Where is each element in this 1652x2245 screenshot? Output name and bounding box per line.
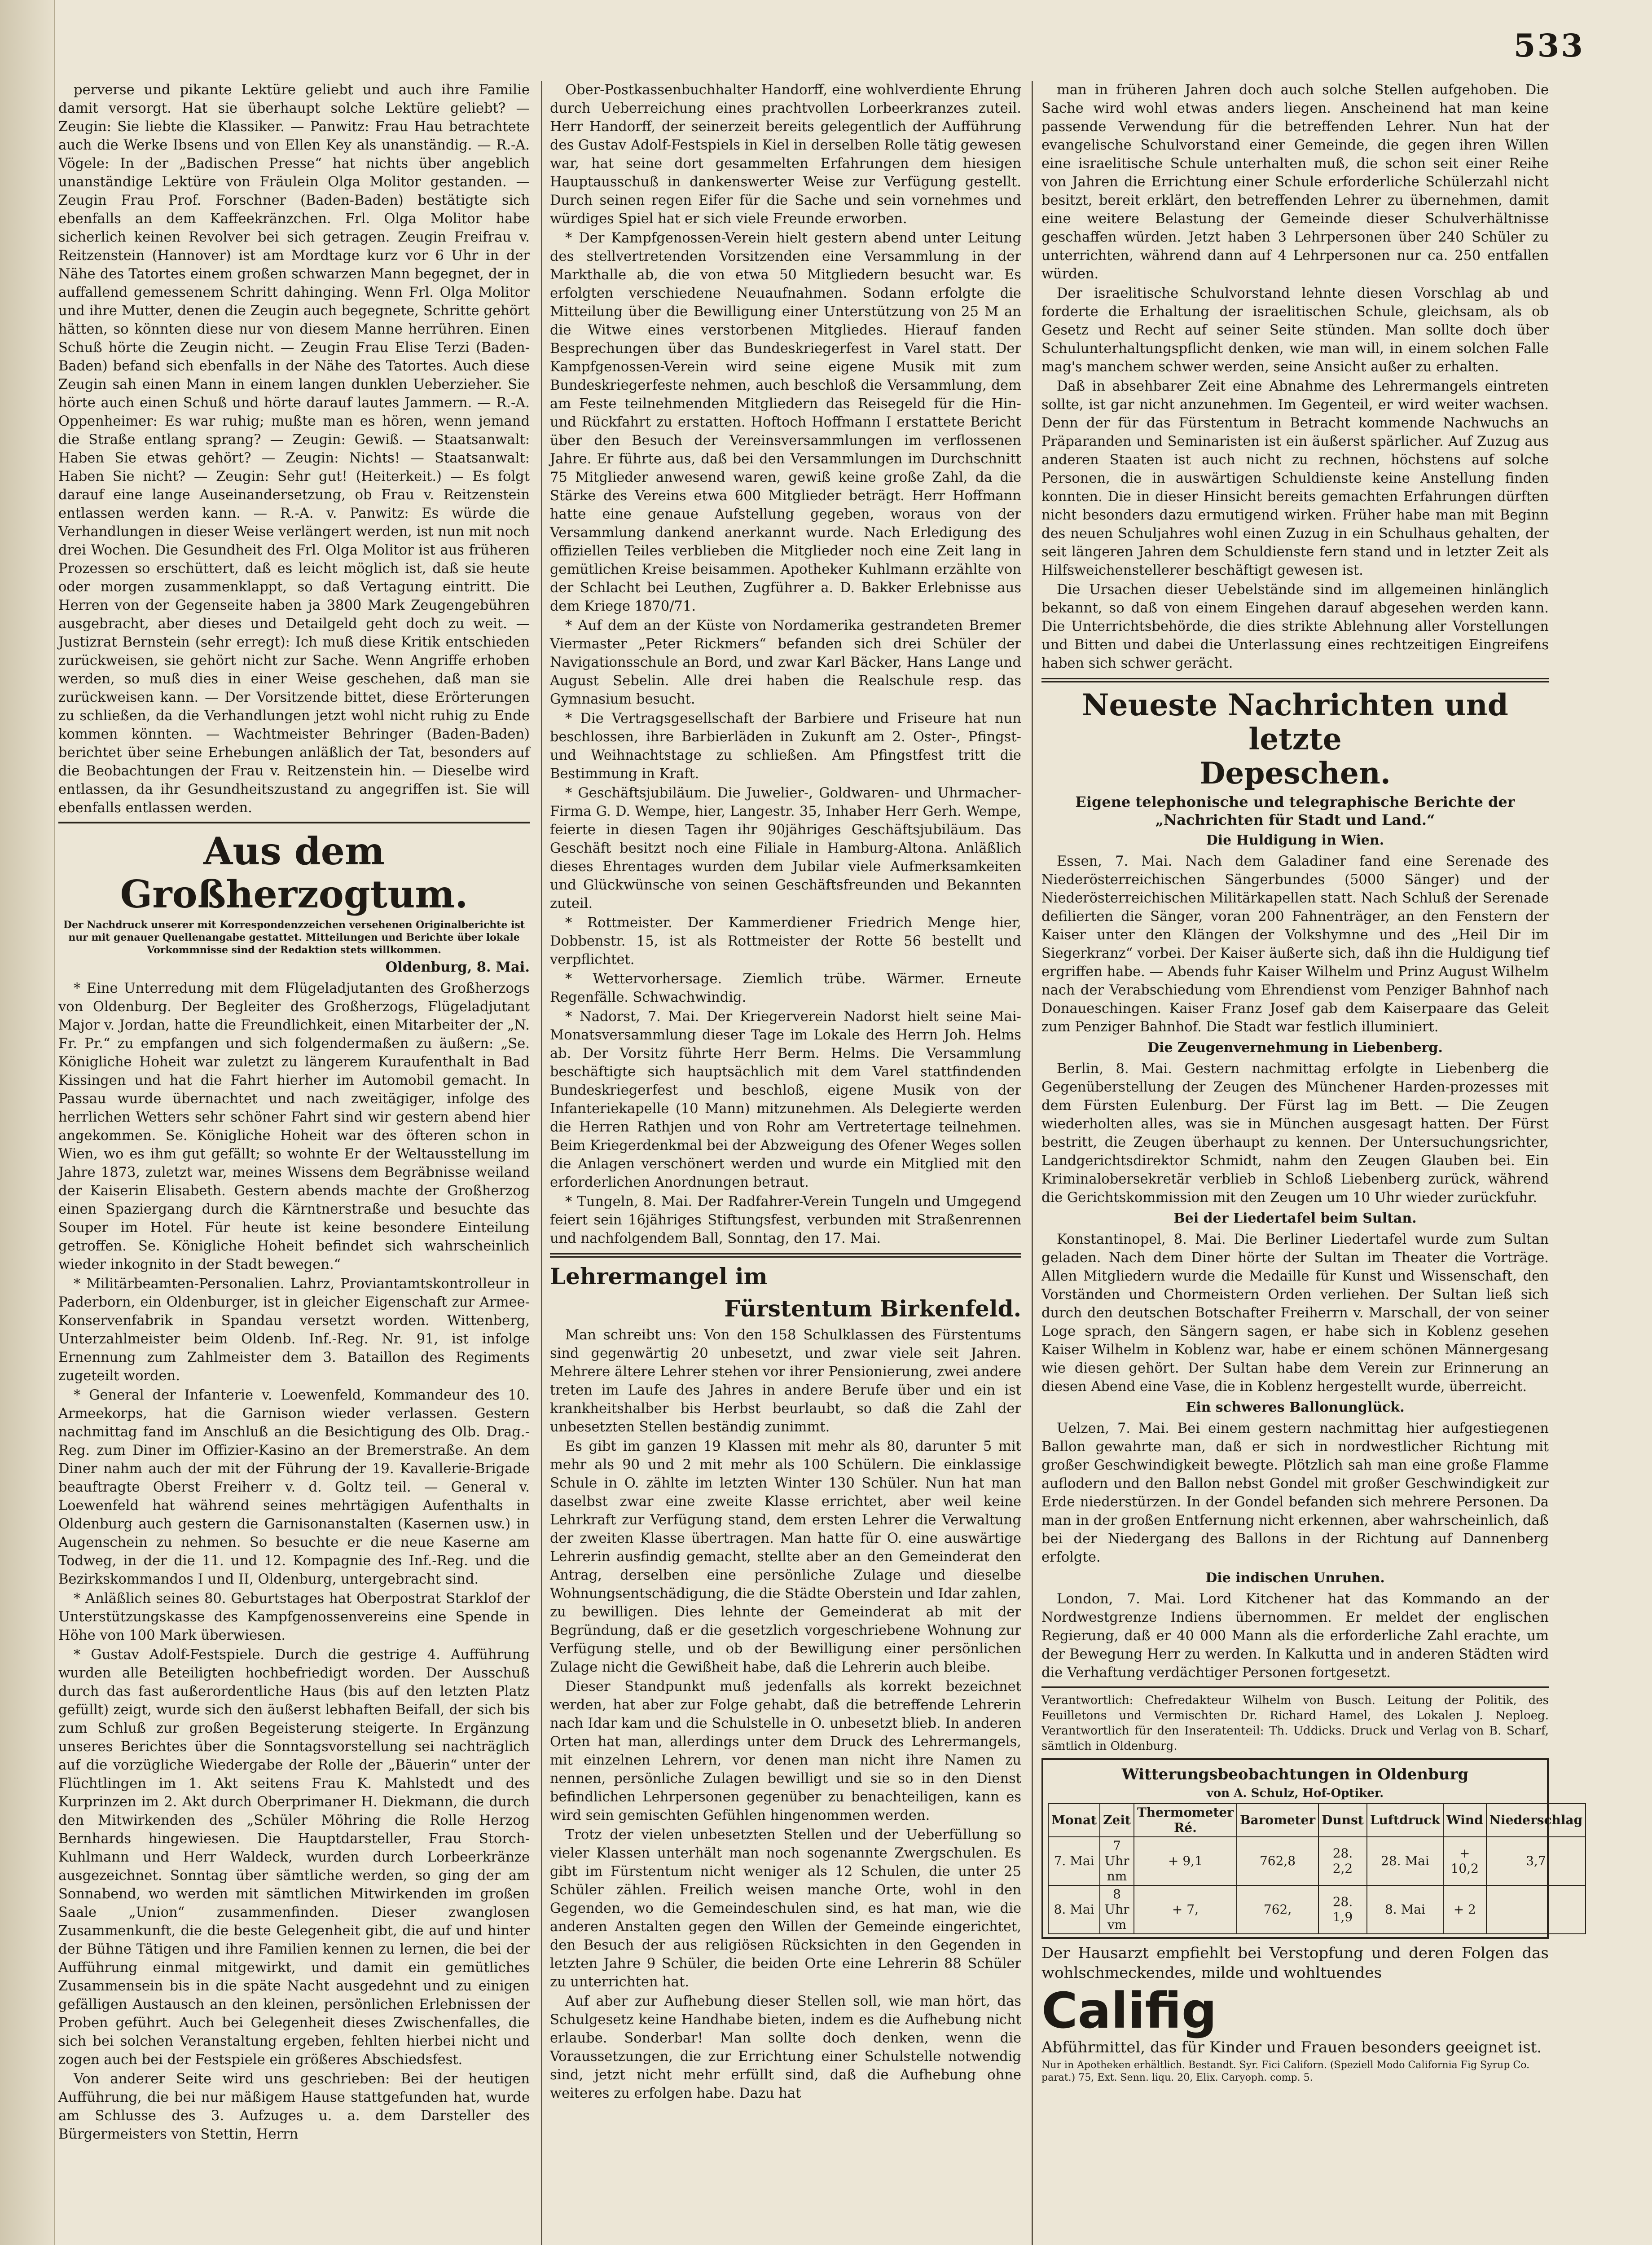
news-item-text: Konstantinopel, 8. Mai. Die Berliner Liedertafel wurde zum Sultan geladen. Nach dem Diner hörte der Sultan im Theater die Vorträge. Allen Mitgliedern wurde die Medaille für Kunst und Wissenschaft, den Vorständen und Chormeistern Orden verliehen. Der Sultan ließ sich durch den deutschen Botschafter Freiherrn v. Marschall, der von seiner Loge sprach, den Sängern sagen, er habe sich in Koblenz gesehen Kaiser Wilhelm in Koblenz war, habe er einem schönen Männergesang wie diesen gehört. Der Sultan habe dem Verein zur Erinnerung an diesen Abend eine Vase, die in Koblenz hergestellt wurde, überreicht.	[1041, 1232, 1549, 1395]
article-title-line-1: Lehrermangel im	[550, 1263, 768, 1290]
news-subtitle: Eigene telephonische und telegraphische Berichte der „Nachrichten für Stadt und Land.“	[1075, 793, 1515, 828]
section-title: Aus dem Großherzogtum.	[120, 829, 468, 916]
paragraph: Der israelitische Schulvorstand lehnte diesen Vorschlag ab und forderte die Erhaltung der israelitischen Schule, gleichsam, als ob Gesetz und Recht auf seiner Seite stünden. Man sollte doch über Schulunterhaltungspflicht denken, wie man will, in einem solchen Falle mag's manchem schwer werden, seine Ansicht außer zu erhalten.	[1041, 286, 1549, 375]
column-1	[58, 81, 530, 2245]
paragraph: * Wettervorhersage. Ziemlich trübe. Wärmer. Erneute Regenfälle. Schwachwindig.	[550, 971, 1021, 1005]
weather-header: Barometer	[1237, 1804, 1318, 1837]
weather-title: Witterungsbeobachtungen in Oldenburg	[1121, 1765, 1469, 1783]
imprint-rule	[1041, 1686, 1549, 1688]
paragraph: * Die Vertragsgesellschaft der Barbiere und Friseure hat nun beschlossen, ihre Barbierläden in Zukunft am 2. Oster-, Pfingst- und Weihnachtstage zu schließen. Am Pfingstfest tritt die Bestimmung in Kraft.	[550, 711, 1021, 782]
weather-box	[1041, 1758, 1583, 1939]
news-item-text: Uelzen, 7. Mai. Bei einem gestern nachmittag hier aufgestiegenen Ballon gewahrte man, daß er sich in nordwestlicher Richtung mit großer Geschwindigkeit bewegte. Plötzlich sah man eine große Flamme auflodern und den Ballon nebst Gondel mit großer Geschwindigkeit zur Erde niederstürzen. In der Gondel befanden sich mehrere Personen. Da man in der großen Entfernung nicht erkennen, aber wahrscheinlich, daß bei der Niedergang des Ballons in der Richtung auf Dannenberg erfolgte.	[1041, 1421, 1549, 1565]
weather-cell: 28. Mai	[1367, 1837, 1443, 1885]
weather-cell: 28. 2,2	[1318, 1837, 1367, 1885]
trial-report: perverse und pikante Lektüre geliebt und auch ihre Familie damit versorgt. Hat sie überhaupt solche Lektüre geliebt? — Zeugin: Sie liebte die Klassiker. — Panwitz: Frau Hau betrachtete auch die Werke Ibsens und von Ellen Key als unanständig. — R.-A. Vögele: In der „Badischen Presse“ hat nichts über angeblich unanständige Lektüre von Fräulein Olga Molitor gestanden. — Zeugin Frau Prof. Forschner (Baden-Baden) bestätigte sich ebenfalls an dem Kaffeekränzchen. Frl. Olga Molitor habe sicherlich keinen Revolver bei sich getragen. Zeugin Freifrau v. Reitzenstein (Hannover) ist am Mordtage kurz vor 6 Uhr in der Nähe des Tatortes einem großen schwarzen Mann begegnet, der in auffallend gemessenem Schritt dahinging. Wenn Frl. Olga Molitor und ihre Mutter, denen die Zeugin auch begegnete, Schritte gehört hätten, so könnten diese nur von diesem Manne herrühren. Einen Schuß hörte die Zeugin nicht. — Zeugin Frau Elise Terzi (Baden-Baden) befand sich ebenfalls in der Nähe des Tatortes. Auch diese Zeugin sah einen Mann in einem langen dunklen Ueberzieher. Sie hörte auch einen Schuß und hörte darauf lautes Jammern. — R.-A. Oppenheimer: Es war ruhig; mußte man es hören, wenn jemand die Straße entlang sprang? — Zeugin: Gewiß. — Staatsanwalt: Haben Sie etwas gehört? — Zeugin: Nichts! — Staatsanwalt: Haben Sie nicht? — Zeugin: Sehr gut! (Heiterkeit.) — Es folgt darauf eine lange Auseinandersetzung, ob Frau v. Reitzenstein entlassen werden kann. — R.-A. v. Panwitz: Es würde die Verhandlungen in dieser Weise verlängert werden, ist nun mit noch drei Wochen. Die Gesundheit des Frl. Olga Molitor ist aus früheren Prozessen so erschüttert, daß es leicht möglich ist, daß sie heute oder morgen zusammenklappt, so daß Vertagung eintritt. Die Herren von der Gegenseite haben ja 3800 Mark Zeugengebühren ausgebracht, aber dieses und Detailgeld geht doch zu weit. — Justizrat Bernstein (sehr erregt): Ich muß diese Kritik entschieden zurückweisen, sie gehört nicht zur Sache. Wenn Angriffe erhoben werden, so muß dies in einer Weise geschehen, daß man sie zurückweisen kann. — Der Vorsitzende bittet, diese Erörterungen zu schließen, da die Verhandlungen jetzt wohl nicht ruhig zu Ende kommen könnten. — Wachtmeister Behringer (Baden-Baden) berichtet über seine Erhebungen anläßlich der Tat, besonders auf die Beobachtungen der Frau v. Reitzenstein hin. — Dieselbe wird entlassen, da ihr Gesundheitszustand zu angegriffen ist. Sie will ebenfalls entlassen werden.	[58, 82, 530, 816]
paragraph: Dieser Standpunkt muß jedenfalls als korrekt bezeichnet werden, hat aber zur Folge gehabt, daß die betreffende Lehrerin nach Idar kam und die Schulstelle in O. unbesetzt blieb. In anderen Orten hat man, allerdings unter dem Druck des Lehrermangels, mit einzelnen Lehrern, vor denen man nicht ihre Namen zu nennen, persönliche Zulagen bewilligt und sie so in den Dienst befindlichen Lehrpersonen gegenüber zu benachteiligen, kann es wird sein gemischten Gefühlen hingenommen werden.	[550, 1679, 1021, 1823]
paragraph: Es gibt im ganzen 19 Klassen mit mehr als 80, darunter 5 mit mehr als 90 und 2 mit mehr als 100 Schülern. Die einklassige Schule in O. zählte im letzten Winter 130 Schüler. Nun hat man daselbst zwar eine zweite Klasse errichtet, aber weil keine Lehrkraft zur Verfügung stand, dem ersten Lehrer die Verwaltung der zweiten Klasse übertragen. Man hatte für O. eine auswärtige Lehrerin ausfindig gemacht, stellte aber an den Gemeinderat den Antrag, derselben eine persönliche Zulage und dieselbe Wohnungsentschädigung, die die Städte Oberstein und Idar zahlen, zu bewilligen. Dies lehnte der Gemeinderat ab mit der Begründung, daß er die gesetzlich vorgeschriebene Wohnung zur Verfügung stelle, und ob der Bewilligung einer persönlichen Zulage nicht die Gewißheit habe, daß die Lehrerin auch bleibe.	[550, 1439, 1021, 1675]
weather-cell: + 10,2	[1443, 1837, 1486, 1885]
weather-cell: 3,7	[1486, 1837, 1586, 1885]
ad-text: Abführmittel, das für Kinder und Frauen besonders geeignet ist.	[1041, 2038, 1542, 2056]
news-rule	[1041, 678, 1549, 682]
weather-cell: 8. Mai	[1048, 1885, 1100, 1934]
weather-cell: + 2	[1443, 1885, 1486, 1934]
news-item-head: Ein schweres Ballonunglück.	[1186, 1400, 1405, 1415]
paragraph: Man schreibt uns: Von den 158 Schulklassen des Fürstentums sind gegenwärtig 20 unbesetzt, und zwar viele seit Jahren. Mehrere ältere Lehrer stehen vor ihrer Pensionierung, zwei andere treten im Laufe des Jahres in andere Berufe über und ein ist krankheitshalber bis Herbst beurlaubt, so daß die Zahl der unbesetzten Stellen beständig zunimmt.	[550, 1327, 1021, 1435]
news-item-head: Die indischen Unruhen.	[1205, 1570, 1385, 1586]
weather-cell: 7. Mai	[1048, 1837, 1100, 1885]
page-number: 533	[1513, 27, 1585, 64]
weather-header: Zeit	[1100, 1804, 1134, 1837]
weather-cell: 762,8	[1237, 1837, 1318, 1885]
ad-fine-print: Nur in Apotheken erhältlich. Bestandt. Syr. Fici Californ. (Speziell Modo California Fig Syrup Co. parat.) 75, Ext. Senn. liqu. 20, Elix. Caryoph. comp. 5.	[1041, 2060, 1530, 2083]
ad-lead: Der Hausarzt empfiehlt bei Verstopfung und deren Folgen das wohlschmeckendes, milde und wohltuendes	[1041, 1944, 1549, 1982]
ad-title: Califig	[1041, 1982, 1217, 2039]
news-item-text: Berlin, 8. Mai. Gestern nachmittag erfolgte in Liebenberg die Gegenüberstellung der Zeugen des Münchener Harden-prozesses mit dem Fürsten Eulenburg. Der Fürst lag im Bett. — Die Zeugen wiederholten alles, was sie in München ausgesagt hatten. Der Fürst bestritt, die Zeugen überhaupt zu kennen. Der Untersuchungsrichter, Landgerichtsdirektor Schmidt, nahm den Zeugen Glauben bei. Ein Kriminalobersekretär verblieb in Schloß Liebenberg zurück, während die Gerichtskommission mit den Zeugen um 10 Uhr wieder zurückfuhr.	[1041, 1061, 1549, 1206]
paragraph: Von anderer Seite wird uns geschrieben: Bei der heutigen Aufführung, die bei nur mäßigem Hause stattgefunden hat, wurde am Schlusse des 3. Aufzuges u. a. dem Darsteller des Bürgermeisters von Stettin, Herrn	[58, 2071, 530, 2142]
news-title-line-1: Neueste Nachrichten und letzte	[1082, 687, 1508, 757]
news-item-head: Die Zeugenvernehmung in Liebenberg.	[1147, 1040, 1443, 1056]
weather-header: Niederschlag	[1486, 1804, 1586, 1837]
paragraph: * Tungeln, 8. Mai. Der Radfahrer-Verein Tungeln und Umgegend feiert sein 16jähriges Stiftungsfest, verbunden mit Straßenrennen und nachfolgendem Ball, Sonntag, den 17. Mai.	[550, 1194, 1021, 1246]
weather-subtitle: von A. Schulz, Hof-Optiker.	[1206, 1787, 1384, 1800]
weather-header: Luftdruck	[1367, 1804, 1443, 1837]
column-2	[550, 81, 1021, 2245]
paragraph: man in früheren Jahren doch auch solche Stellen aufgehoben. Die Sache wird wohl etwas anders liegen. Anscheinend hat man keine passende Verwendung für die betreffenden Lehrer. Nun hat der evangelische Schulvorstand einer Gemeinde, die gegen ihren Willen eine israelitische Schule unterhalten muß, die schon seit einer Reihe von Jahren die Errichtung einer Schule erforderliche Schülerzahl nicht besitzt, bereit erklärt, den betreffenden Lehrer zu übernehmen, damit eine weitere Belastung der Gemeinde dieser Schulverhältnisse geschaffen würden. Jetzt haben 3 Lehrpersonen über 240 Schüler zu unterrichten, während dann auf 4 Lehrpersonen nur ca. 250 entfallen würden.	[1041, 82, 1549, 282]
weather-cell: + 9,1	[1134, 1837, 1237, 1885]
paragraph: * Nadorst, 7. Mai. Der Kriegerverein Nadorst hielt seine Mai-Monatsversammlung dieser Tage im Lokale des Herrn Joh. Helms ab. Der Vorsitz führte Herr Berm. Helms. Die Versammlung beschäftigte sich hauptsächlich mit dem Varel stattfindenden Bundeskriegerfest und beschloß, eigene Musik von der Infanteriekapelle (10 Mann) mitzunehmen. Als Delegierte werden die Herren Rathjen und von Rohr am Vertretertage teilnehmen. Beim Kriegerdenkmal bei der Abzweigung des Ofener Weges sollen die Anlagen verschönert werden und wurde ein Mitglied mit den erforderlichen Anordnungen betraut.	[550, 1009, 1021, 1190]
paragraph: * General der Infanterie v. Loewenfeld, Kommandeur des 10. Armeekorps, hat die Garnison wieder verlassen. Gestern nachmittag fand im Anschluß an die Besichtigung des Olb. Drag.-Reg. zum Diner im Offizier-Kasino an der Bremerstraße. An dem Diner nahm auch der mit der Führung der 19. Kavallerie-Brigade beauftragte Oberst Freiherr v. d. Goltz teil. — General v. Loewenfeld hat während seines mehrtägigen Aufenthalts in Oldenburg auch gestern die Garnisonanstalten (Kasernen usw.) in Augenschein zu nehmen. So besuchte er die neue Kaserne am Todweg, in der die 11. und 12. Kompagnie des Inf.-Reg. und die Bezirkskommandos I und II, Oldenburg, untergebracht sind.	[58, 1387, 530, 1587]
column-3	[1041, 81, 1583, 2245]
weather-cell: + 7,	[1134, 1885, 1237, 1934]
weather-row	[1048, 1885, 1586, 1934]
column-rule	[1032, 81, 1033, 2245]
news-items	[1041, 832, 1549, 1682]
weather-cell: 28. 1,9	[1318, 1885, 1367, 1934]
weather-header: Monat	[1048, 1804, 1100, 1837]
section-rule	[58, 822, 530, 823]
news-item-text: London, 7. Mai. Lord Kitchener hat das Kommando an der Nordwestgrenze Indiens übernommen. Er meldet der englischen Regierung, daß er 40 000 Mann als die erforderliche Zahl erachte, um der Bewegung Herr zu werden. In Kalkutta und in anderen Städten wird die Verhaftung verdächtiger Personen fortgesetzt.	[1041, 1591, 1549, 1681]
weather-header: Wind	[1443, 1804, 1486, 1837]
paragraph: * Anläßlich seines 80. Geburtstages hat Oberpostrat Starklof der Unterstützungskasse des Kampfgenossenvereins eine Spende in Höhe von 100 Mark überwiesen.	[58, 1591, 530, 1643]
article-title-line-2: Fürstentum Birkenfeld.	[724, 1295, 1021, 1322]
califig-ad	[1041, 1943, 1549, 2084]
weather-cell: 762,	[1237, 1885, 1318, 1934]
article-continued	[1041, 81, 1549, 673]
weather-cell: 8. Mai	[1367, 1885, 1443, 1934]
weather-header: Dunst	[1318, 1804, 1367, 1837]
article-rule	[550, 1253, 1021, 1258]
news-title-line-2: Depeschen.	[1199, 756, 1391, 791]
binding-edge	[0, 0, 55, 2245]
imprint: Verantwortlich: Chefredakteur Wilhelm von Busch. Leitung der Politik, des Feuilletons und Vermischten Dr. Richard Hamel, des Lokalen J. Neploeg. Verantwortlich für den Inseratenteil: Th. Uddicks. Druck und Verlag von B. Scharf, sämtlich in Oldenburg.	[1041, 1694, 1549, 1753]
paragraph: Die Ursachen dieser Uebelstände sind im allgemeinen hinlänglich bekannt, so daß von einem Eingehen darauf abgesehen werden kann. Die Unterrichtsbehörde, die dies strikte Ablehnung aller Vorstellungen und Bitten und dabei die Unterlassung eines rechtzeitigen Eingreifens haben sich schwer gerächt.	[1041, 582, 1549, 671]
weather-cell	[1486, 1885, 1586, 1934]
weather-row	[1048, 1837, 1586, 1885]
paragraph: * Eine Unterredung mit dem Flügeladjutanten des Großherzogs von Oldenburg. Der Begleiter des Großherzogs, Flügeladjutant Major v. Jordan, hatte die Freundlichkeit, einen Mitarbeiter der „N. Fr. Pr.“ zu empfangen und sich folgendermaßen zu äußern: „Se. Königliche Hoheit war zuletzt zu längerem Kuraufenthalt in Bad Kissingen und hat die Fahrt hierher im Automobil gemacht. In Passau wurde übernachtet und nach zweitägiger, infolge des herrlichen Wetters sehr schöner Fahrt sind wir gestern abend hier angekommen. Se. Königliche Hoheit war des öfteren schon in Wien, wo es ihm gut gefällt; so wohnte Er der Weltausstellung im Jahre 1873, zuletzt war, meines Wissens dem Begräbnisse weiland der Kaiserin Elisabeth. Gestern abends machte der Großherzog einen Spaziergang durch die Kärntnerstraße und besuchte das Souper im Hotel. Für heute ist keine besondere Einteilung getroffen. Se. Königliche Hoheit befindet sich wahrscheinlich wieder inkognito in der Stadt bewegen.“	[58, 981, 530, 1272]
paragraph: * Der Kampfgenossen-Verein hielt gestern abend unter Leitung des stellvertretenden Vorsitzenden eine Versammlung in der Markthalle ab, die von etwa 50 Mitgliedern besucht war. Es erfolgten verschiedene Neuaufnahmen. Sodann erfolgte die Mitteilung über die Bewilligung einer Unterstützung von 25 M an die Witwe eines verstorbenen Mitgliedes. Hierauf fanden Besprechungen über das Bundeskriegerfest in Varel statt. Der Kampfgenossen-Verein wird seine eigene Musik mit zum Bundeskriegerfeste nehmen, auch beschloß die Versammlung, dem am Feste teilnehmenden Mitgliedern das Reisegeld für die Hin- und Rückfahrt zu erstatten. Hoftoch Hoffmann I erstattete Bericht über den Besuch der Vereinsversammlungen im verflossenen Jahre. Er führte aus, daß bei den Versammlungen im Durchschnitt 75 Mitglieder anwesend waren, gewiß keine große Zahl, da die Stärke des Vereins etwa 600 Mitglieder beträgt. Herr Hoffmann hatte eine genaue Aufstellung gegeben, woraus von der Versammlung dankend anerkannt wurde. Nach Erledigung des offiziellen Teiles verblieben die Mitglieder noch eine Zeit lang in gemütlichen Kreise beisammen. Apotheker Kuhlmann erzählte von der Schlacht bei Leuthen, Zugführer a. D. Bakker Erlebnisse aus dem Kriege 1870/71.	[550, 230, 1021, 614]
weather-header: Thermometer Ré.	[1134, 1804, 1237, 1837]
news-item-head: Die Huldigung in Wien.	[1206, 832, 1384, 848]
news-item-head: Bei der Liedertafel beim Sultan.	[1173, 1211, 1417, 1226]
paragraph: * Geschäftsjubiläum. Die Juwelier-, Goldwaren- und Uhrmacher-Firma G. D. Wempe, hier, Langestr. 35, Inhaber Herr Gerh. Wempe, feierte in diesen Tagen ihr 90jähriges Geschäftsjubiläum. Das Geschäft besitzt noch eine Filiale in Hamburg-Altona. Anläßlich dieses Ehrentages wurden dem Jubilar viele Aufmerksamkeiten und Glückwünsche von seinen Geschäftsfreunden und Bekannten zuteil.	[550, 785, 1021, 911]
dateline: Oldenburg, 8. Mai.	[385, 959, 530, 975]
weather-cell: 8 Uhr vm	[1100, 1885, 1134, 1934]
paragraph: Trotz der vielen unbesetzten Stellen und der Ueberfüllung so vieler Klassen unterhält man noch sogenannte Zwergschulen. Es gibt im Fürstentum nicht weniger als 12 Schulen, die unter 25 Schüler zählen. Freilich weisen manche Orte, wohl in den Gegenden, wo die Gemeindeschulen sind, es hat man, wie die anderen Anstalten gegen den Willen der Gemeinde eingerichtet, den Besuch der aus religiösen Rücksichten in den Gegenden in letzten Jahre 9 Schüler, die beiden Orte eine Lehrerin 88 Schüler zu unterrichten hat.	[550, 1827, 1021, 1990]
paragraph: * Gustav Adolf-Festspiele. Durch die gestrige 4. Aufführung wurden alle Beteiligten hochbefriedigt worden. Der Ausschuß durch das fast außerordentliche Haus (bis auf den letzten Platz gefüllt) zeigt, wurde sich den äußerst lebhaften Beifall, der sich bis zum Schluß zur großen Begeisterung steigerte. In Ergänzung unseres Berichtes über die Sonntagsvorstellung sei nachträglich auf die vorzügliche Wiedergabe der Rolle der „Bäuerin“ unter der Flüchtlingen im 1. Akt seitens Frau K. Mahlstedt und des Kurprinzen im 2. Akt durch Oberprimaner H. Diekmann, die durch den Mitwirkenden des „Schüler Möhring die Rolle Herzog Bernhards hingewiesen. Die Hauptdarsteller, Frau Storch-Kuhlmann und Herr Waldeck, wurden durch Lorbeerkränze ausgezeichnet. Sonntag über sämtliche werden, so ging der am Sonnabend, wo werden mit sämtlichen Mitwirkenden im großen Saale „Union“ zusammenfinden. Dieser zwanglosen Zusammenkunft, die die beste Gelegenheit gibt, die auf und hinter der Bühne Tätigen und ihre Familien kennen zu lernen, die bei der Aufführung einmal mitgewirkt, und damit ein gemütliches Zusammensein bis in die späte Nacht ausgedehnt und zu einigen gefälligen Austausch an den kleinen, persönlichen Erlebnissen der Proben geführt. Auch bei Gelegenheit dieses Zwischenfalles, die sich bei solchen Veranstaltung ergeben, fehlten hierbei nicht und zogen auch bei der Festspiele ein größeres Abschiedsfest.	[58, 1647, 530, 2068]
paragraph: * Auf dem an der Küste von Nordamerika gestrandeten Bremer Viermaster „Peter Rickmers“ befanden sich drei Schüler der Navigationsschule an Bord, und zwar Karl Bäcker, Hans Lange und August Sebelin. Alle drei haben die Realschule resp. das Gymnasium besucht.	[550, 618, 1021, 707]
article-body	[550, 1326, 1021, 2103]
reprint-notice: Der Nachdruck unserer mit Korrespondenzzeichen versehenen Originalberichte ist nur mit genauer Quellenangabe gestattet. Mitteilungen und Berichte über lokale Vorkommnisse sind der Redaktion stets willkommen.	[63, 919, 525, 956]
news-item-text: Essen, 7. Mai. Nach dem Galadiner fand eine Serenade des Niederösterreichischen Sängerbundes (5000 Sänger) und der Niederösterreichischen Militärkapellen statt. Nach Schluß der Serenade defilierten die Sänger, voran 200 Fahnenträger, an den Fenstern der Kaiser unter den Klängen der Volkshymne und des „Heil Dir im Siegerkranz“ vorbei. Der Kaiser äußerte sich, daß ihn die Huldigung tief ergriffen habe. — Abends fuhr Kaiser Wilhelm und Prinz August Wilhelm nach der Verabschiedung vom Ehrendienst vom Penziger Bahnhof nach Donaueschingen. Kaiser Franz Josef gab dem Kaiserpaare das Geleit zum Penziger Bahnhof. Die Stadt war festlich illuminiert.	[1041, 854, 1549, 1035]
paragraph: * Militärbeamten-Personalien. Lahrz, Proviantamtskontrolleur in Paderborn, ein Oldenburger, ist in gleicher Eigenschaft zur Armee-Konservenfabrik in Spandau versetzt worden. Wittenberg, Unterzahlmeister beim Oldenb. Inf.-Reg. Nr. 91, ist infolge Ernennung zum Zahlmeister dem 3. Bataillon des Regiments zugeteilt worden.	[58, 1276, 530, 1384]
weather-cell: 7 Uhr nm	[1100, 1837, 1134, 1885]
weather-table	[1048, 1803, 1586, 1934]
paragraph: Daß in absehbarer Zeit eine Abnahme des Lehrermangels eintreten sollte, ist gar nicht anzunehmen. Im Gegenteil, er wird weiter wachsen. Denn der für das Fürstentum in Betracht kommende Nachwuchs an Präparanden und Seminaristen ist ein äußerst spärlicher. Auf Zuzug aus anderen Staaten ist auch nicht zu rechnen, höchstens auf solche Personen, die in auswärtigen Schuldienste keine Anstellung finden konnten. Die in dieser Hinsicht bereits gemachten Erfahrungen dürften nicht besonders dazu ermutigend wirken. Früher habe man mit Beginn des neuen Schuljahres wohl einen Zuzug in ein Schulhaus gehalten, der seit längeren Jahren dem Schuldienste fern stand und in letzter Zeit als Hilfsweichenstellerer beschäftigt gewesen ist.	[1041, 379, 1549, 578]
paragraph: Auf aber zur Aufhebung dieser Stellen soll, wie man hört, das Schulgesetz keine Handhabe bieten, indem es die Aufhebung nicht erlaube. Sonderbar! Man sollte doch denken, wenn die Voraussetzungen, die zur Errichtung einer Schulstelle notwendig sind, jetzt nicht mehr erfüllt sind, daß die Aufhebung ohne weiteres zu erfolgen habe. Dazu hat	[550, 1994, 1021, 2101]
paragraph: * Rottmeister. Der Kammerdiener Friedrich Menge hier, Dobbenstr. 15, ist als Rottmeister der Rotte 56 bestellt und verpflichtet.	[550, 915, 1021, 968]
column-rule	[541, 81, 542, 2245]
paragraph: Ober-Postkassenbuchhalter Handorff, eine wohlverdiente Ehrung durch Ueberreichung eines prachtvollen Lorbeerkranzes zuteil. Herr Handorff, der seinerzeit bereits gelegentlich der Aufführung des Gustav Adolf-Festspiels in Kiel in derselben Rolle tätig gewesen war, hat seine dort gesammelten Erfahrungen dem hiesigen Hauptausschuß in dankenswerter Weise zur Verfügung gestellt. Durch seinen regen Eifer für die Sache und sein vornehmes und würdiges Spiel hat er sich viele Freunde erworben.	[550, 82, 1021, 227]
local-news	[58, 979, 530, 2144]
local-news-continued	[550, 81, 1021, 1248]
